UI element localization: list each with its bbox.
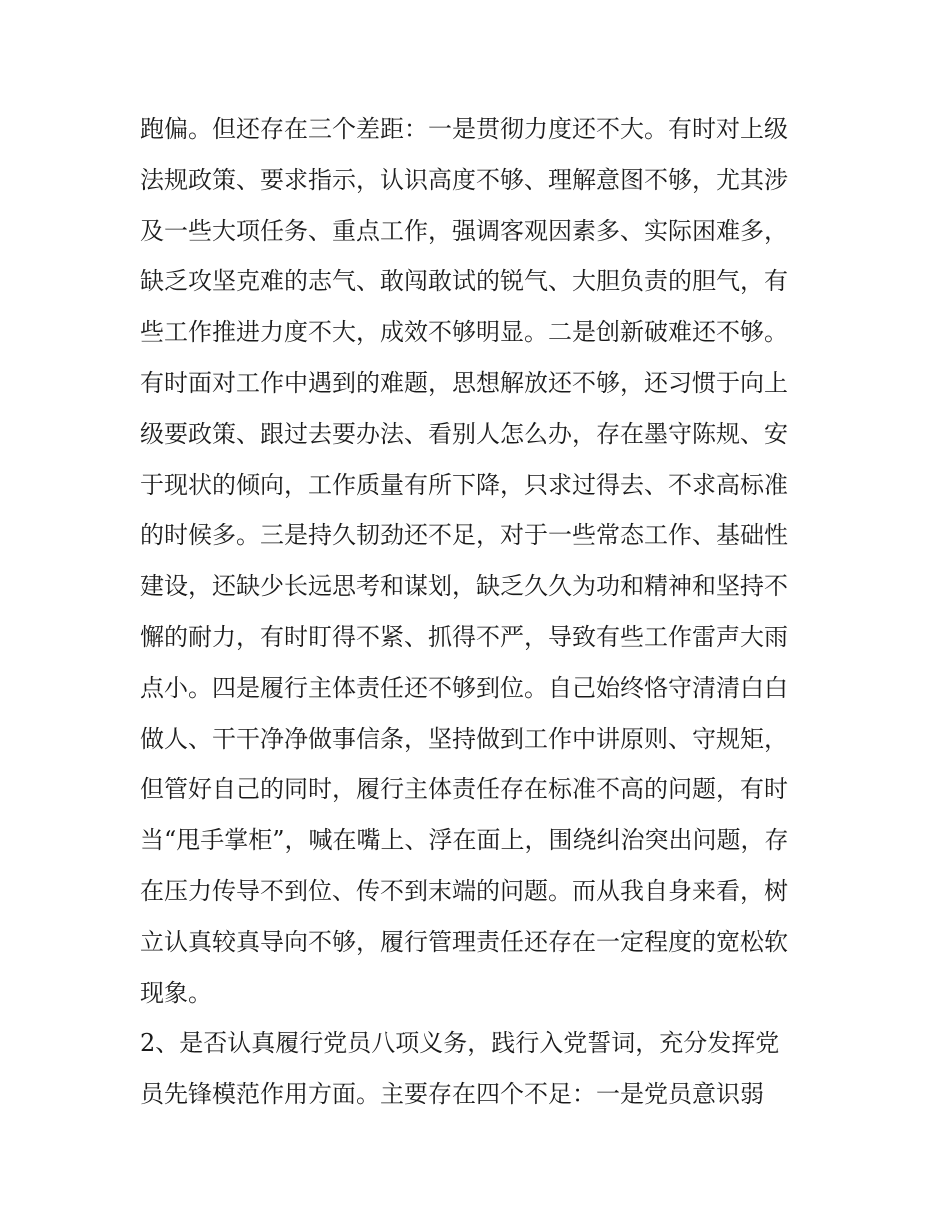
- text-line: 有时面对工作中遇到的难题，思想解放还不够，还习惯于向上: [140, 368, 788, 397]
- text-line: 立认真较真导向不够，履行管理责任还存在一定程度的宽松软: [140, 927, 788, 956]
- text-line: 当“甩手掌柜”，喊在嘴上、浮在面上，围绕纠治突出问题，存: [140, 826, 789, 855]
- text-line: 在压力传导不到位、传不到末端的问题。而从我自身来看，树: [140, 876, 788, 905]
- text-line: 懈的耐力，有时盯得不紧、抓得不严，导致有些工作雷声大雨: [140, 622, 788, 651]
- text-line: 的时候多。三是持久韧劲还不足，对于一些常态工作、基础性: [140, 521, 788, 550]
- text-line: 但管好自己的同时，履行主体责任存在标准不高的问题，有时: [140, 775, 788, 804]
- text-line: 缺乏攻坚克难的志气、敢闯敢试的锐气、大胆负责的胆气，有: [140, 267, 788, 296]
- text-line: 做人、干干净净做事信条，坚持做到工作中讲原则、守规矩，: [140, 724, 788, 753]
- text-line: 跑偏。但还存在三个差距：一是贯彻力度还不大。有时对上级: [140, 115, 788, 143]
- section-heading-line: 2、是否认真履行党员八项义务，践行入党誓词，充分发挥党: [140, 1029, 780, 1058]
- body-text: [140, 104, 820, 1120]
- text-line: 点小。四是履行主体责任还不够到位。自己始终恪守清清白白: [140, 673, 788, 702]
- text-line: 级要政策、跟过去要办法、看别人怎么办，存在墨守陈规、安: [140, 419, 788, 448]
- text-line: 于现状的倾向，工作质量有所下降，只求过得去、不求高标准: [140, 470, 788, 499]
- text-line: 及一些大项任务、重点工作，强调客观因素多、实际困难多，: [140, 216, 788, 245]
- text-line: 法规政策、要求指示，认识高度不够、理解意图不够，尤其涉: [140, 165, 788, 194]
- text-line: 现象。: [140, 978, 212, 1007]
- text-line: 建设，还缺少长远思考和谋划，缺乏久久为功和精神和坚持不: [140, 572, 788, 601]
- text-line: 员先锋模范作用方面。主要存在四个不足：一是党员意识弱: [140, 1080, 764, 1109]
- text-line: 些工作推进力度不大，成效不够明显。二是创新破难还不够。: [140, 318, 788, 347]
